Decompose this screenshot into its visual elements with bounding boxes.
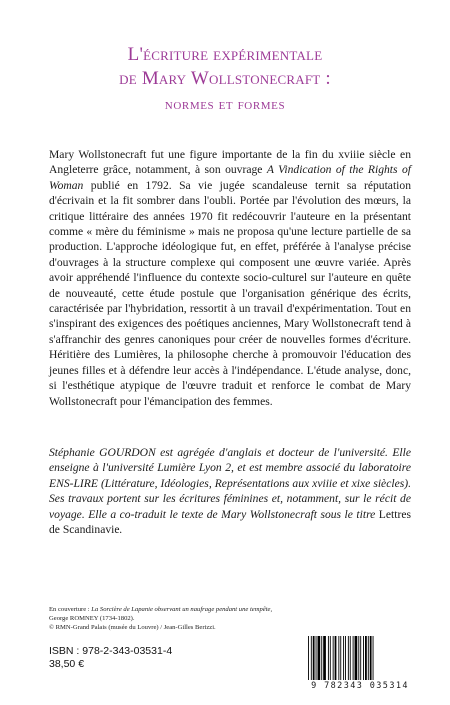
barcode-bar <box>360 636 361 680</box>
bio-translated-title: Lettres de Scandinavie <box>49 507 411 537</box>
barcode-bar <box>355 636 358 680</box>
barcode-bar <box>365 636 367 680</box>
bio-text: Stéphanie GOURDON est agrégée d'anglais et docteur de l'université. Elle enseigne à l'université Lumière Lyon 2, et est membre associé du laboratoire ENS-LIRE (Littérature, Idéologies, Représentations aux xviiie et xixe siècles). Ses travaux portent sur les écritures féminines et, notamment, sur le récit de voyage. Elle a co-traduit le texte de Mary Wollstonecraft sous le titre <box>49 446 411 521</box>
credit-artist: , George ROMNEY (1734-1802). <box>49 606 273 622</box>
summary-work-title: A Vindication of the Rights of Woman <box>49 163 411 192</box>
barcode-digits: 9 782343 035314 <box>311 681 409 691</box>
barcode-bar <box>308 636 309 680</box>
barcode-bar <box>316 636 317 680</box>
barcode-bar <box>335 636 337 680</box>
book-summary <box>49 147 411 409</box>
barcode-bar <box>321 636 322 680</box>
barcode-bar <box>370 636 372 680</box>
credit-artwork-title: La Sorcière de Lapanie observant un naufrage pendant une tempête <box>91 606 271 613</box>
barcode-bar <box>350 636 351 680</box>
barcode-bar <box>363 636 364 680</box>
bio-end: . <box>119 523 123 537</box>
barcode-bar <box>311 636 312 680</box>
credit-copyright: © RMN-Grand Palais (musée du Louvre) / Jean-Gilles Berizzi. <box>49 624 216 631</box>
price: 38,50 € <box>49 658 85 670</box>
barcode <box>300 636 420 692</box>
isbn-block <box>49 645 172 671</box>
barcode-bars <box>308 636 412 680</box>
title-line-2: de Mary Wollstonecraft : <box>119 68 331 89</box>
barcode-bar <box>330 636 331 680</box>
summary-part-1: Mary Wollstonecraft fut une figure importante de la fin du xviiie siècle en Angleterre grâce, notamment, à son ouvrage <box>49 148 411 177</box>
credit-lead: En couverture : <box>49 606 92 613</box>
barcode-bar <box>348 636 349 680</box>
isbn-number: ISBN : 978-2-343-03531-4 <box>49 645 173 657</box>
barcode-bar <box>328 636 329 680</box>
barcode-bar <box>353 636 354 680</box>
book-title <box>0 44 450 114</box>
barcode-bar <box>368 636 369 680</box>
barcode-bar <box>313 636 315 680</box>
cover-credit <box>49 605 289 632</box>
barcode-bar <box>358 636 359 680</box>
author-bio <box>49 445 411 537</box>
summary-part-2: publié en 1792. Sa vie jugée scandaleuse ternit sa réputation d'écrivain et la fit sombrer dans l'oubli. Portée par l'évolution des mœurs, la critique littéraire des années 1970 fit redécouvrir l'auteure en la présentant comme « mère du féminisme » mais ne proposa qu'une lecture partielle de sa production. L'approche idéologique fut, en effet, préférée à l'analyse précise d'ouvrages à la structure complexe qui composent une œuvre variée. Après avoir appréhendé l'influence du contexte socio-culturel sur l'auteure en quête de nouveauté, cette étude postule que l'organisation générique des écrits, caractérisée par l'hybridation, ressortit à un travail d'expérimentation. Tout en s'inspirant des exigences des poétiques anciennes, Mary Wollstonecraft tend à s'affranchir des genres canoniques pour créer de nouvelles formes d'écriture. Héritière des Lumières, la philosophe cherche à promouvoir l'éducation des jeunes filles et à défendre leur accès à l'indépendance. L'étude analyse, donc, si l'esthétique atypique de l'œuvre traduit et renforce le combat de Mary Wollstonecraft pour l'émancipation des femmes. <box>49 178 411 408</box>
barcode-bar <box>318 636 321 680</box>
title-line-1: L'écriture expérimentale <box>127 44 323 65</box>
title-subtitle: normes et formes <box>164 97 286 113</box>
barcode-bar <box>338 636 339 680</box>
barcode-bar <box>340 636 341 680</box>
barcode-bar <box>373 636 374 680</box>
barcode-bar <box>323 636 326 680</box>
barcode-bar <box>343 636 344 680</box>
barcode-bar <box>345 636 346 680</box>
barcode-bar <box>333 636 334 680</box>
